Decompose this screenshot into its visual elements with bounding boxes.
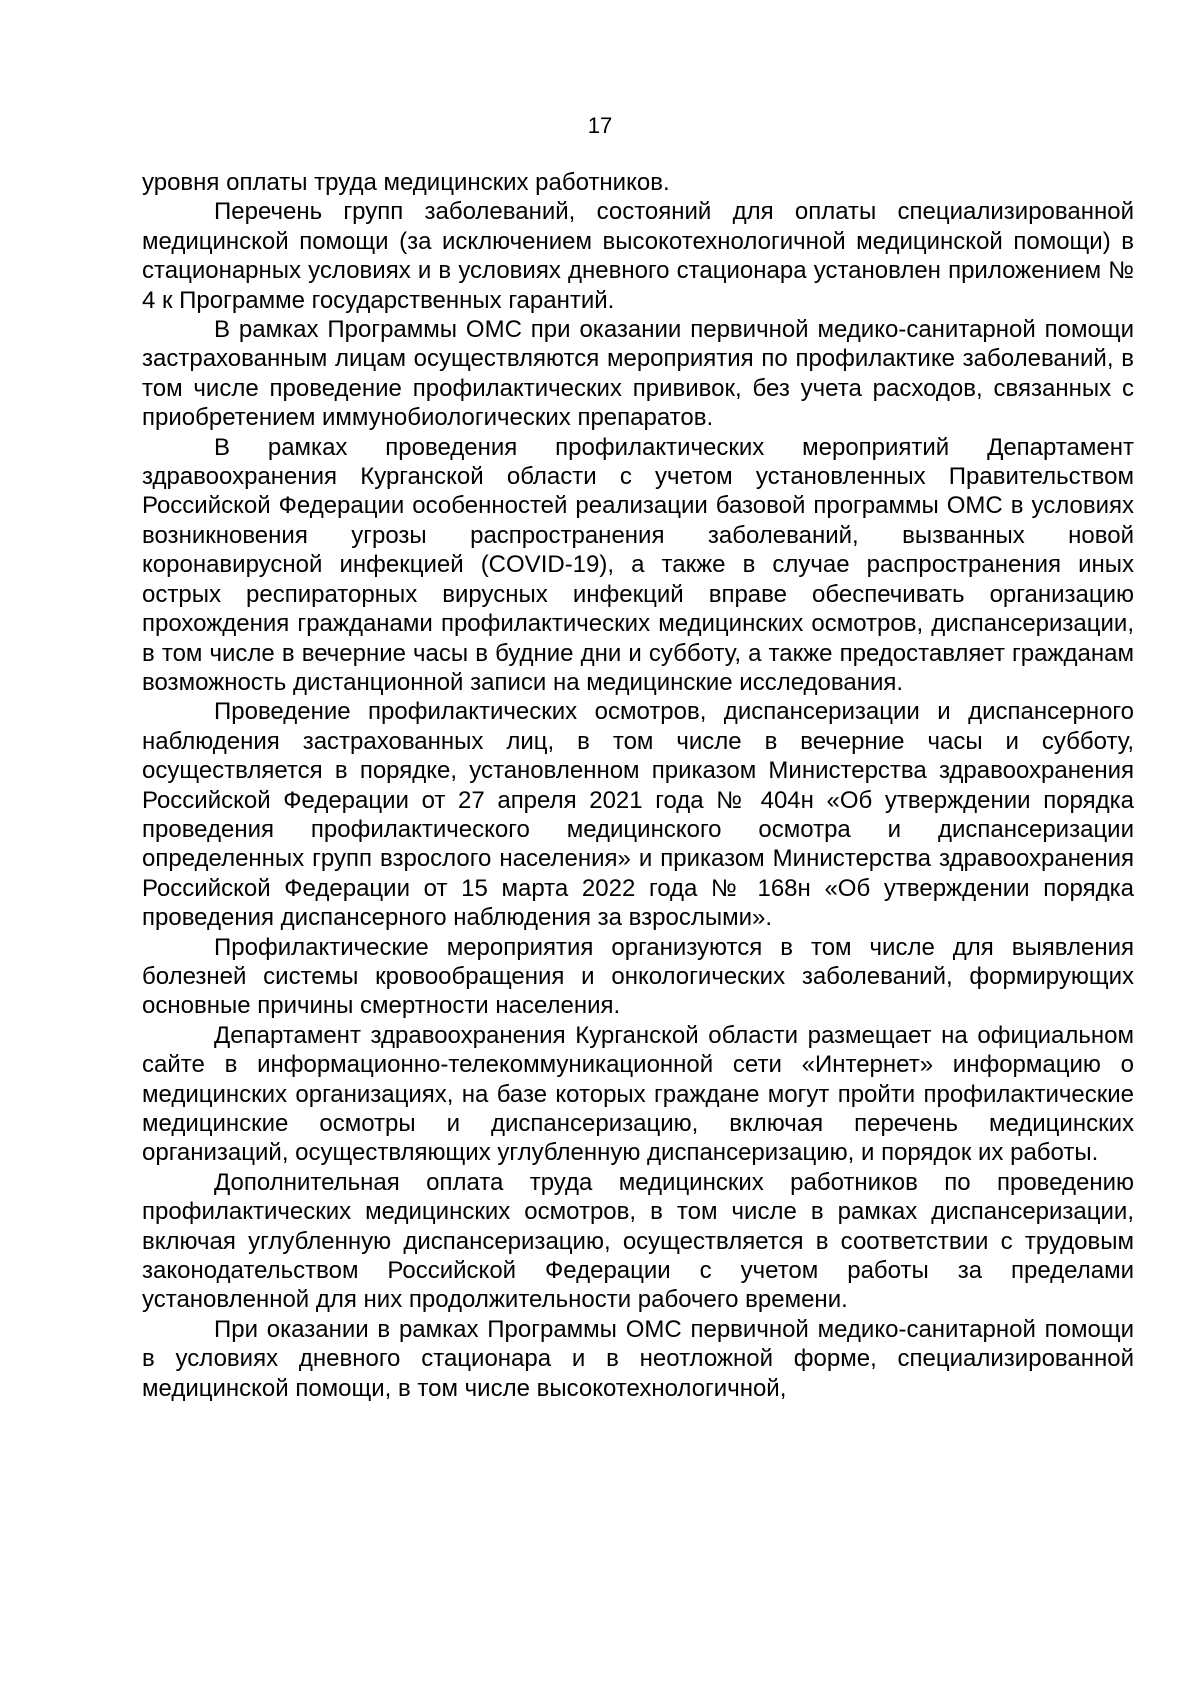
paragraph-website-info: Департамент здравоохранения Курганской области размещает на официальном сайте в информационно-телекоммуникационной сети «Интернет» информацию о медицинских организациях, на базе которых граждане могут пройти профилактические медицинские осмотры и диспансеризацию, включая перечень медицинских организаций, осуществляющих углубленную диспансеризацию, и порядок их работы.	[142, 1021, 1134, 1167]
paragraph-covid-measures: В рамках проведения профилактических мероприятий Департамент здравоохранения Курганской области с учетом установленных Правительством Российской Федерации особенностей реализации базовой программы ОМС в условиях возникновения угрозы распространения заболеваний, вызванных новой коронавирусной инфекцией (COVID-19), а также в случае распространения иных острых респираторных вирусных инфекций вправе обеспечивать организацию прохождения гражданами профилактических медицинских осмотров, диспансеризации, в том числе в вечерние часы в будние дни и субботу, а также предоставляет гражданам возможность дистанционной записи на медицинские исследования.	[142, 433, 1134, 696]
paragraph-additional-pay: Дополнительная оплата труда медицинских работников по проведению профилактических медицинских осмотров, в том числе в рамках диспансеризации, включая углубленную диспансеризацию, осуществляется в соответствии с трудовым законодательством Российской Федерации с учетом работы за пределами установленной для них продолжительности рабочего времени.	[142, 1168, 1134, 1314]
paragraph-primary-care-prevention: В рамках Программы ОМС при оказании первичной медико-санитарной помощи застрахованным лицам осуществляются мероприятия по профилактике заболеваний, в том числе проведение профилактических прививок, без учета расходов, связанных с приобретением иммунобиологических препаратов.	[142, 316, 1134, 432]
document-body	[142, 168, 1134, 1403]
page-number: 17	[587, 113, 613, 138]
paragraph-checkup-procedure: Проведение профилактических осмотров, диспансеризации и диспансерного наблюдения застрахованных лиц, в том числе в вечерние часы и субботу, осуществляется в порядке, установленном приказом Министерства здравоохранения Российской Федерации от 27 апреля 2021 года № 404н «Об утверждении порядка проведения профилактического медицинского осмотра и диспансеризации определенных групп взрослого населения» и приказом Министерства здравоохранения Российской Федерации от 15 марта 2022 года № 168н «Об утверждении порядка проведения диспансерного наблюдения за взрослыми».	[142, 698, 1134, 932]
paragraph-disease-groups: Перечень групп заболеваний, состояний для оплаты специализированной медицинской помощи (за исключением высокотехнологичной медицинской помощи) в стационарных условиях и в условиях дневного стационара установлен приложением № 4 к Программе государственных гарантий.	[142, 198, 1134, 314]
paragraph-continuation: уровня оплаты труда медицинских работников.	[142, 169, 670, 196]
paragraph-day-hospital: При оказании в рамках Программы ОМС первичной медико-санитарной помощи в условиях дневного стационара и в неотложной форме, специализированной медицинской помощи, в том числе высокотехнологичной,	[142, 1315, 1134, 1402]
paragraph-disease-detection: Профилактические мероприятия организуются в том числе для выявления болезней системы кровообращения и онкологических заболеваний, формирующих основные причины смертности населения.	[142, 933, 1134, 1020]
